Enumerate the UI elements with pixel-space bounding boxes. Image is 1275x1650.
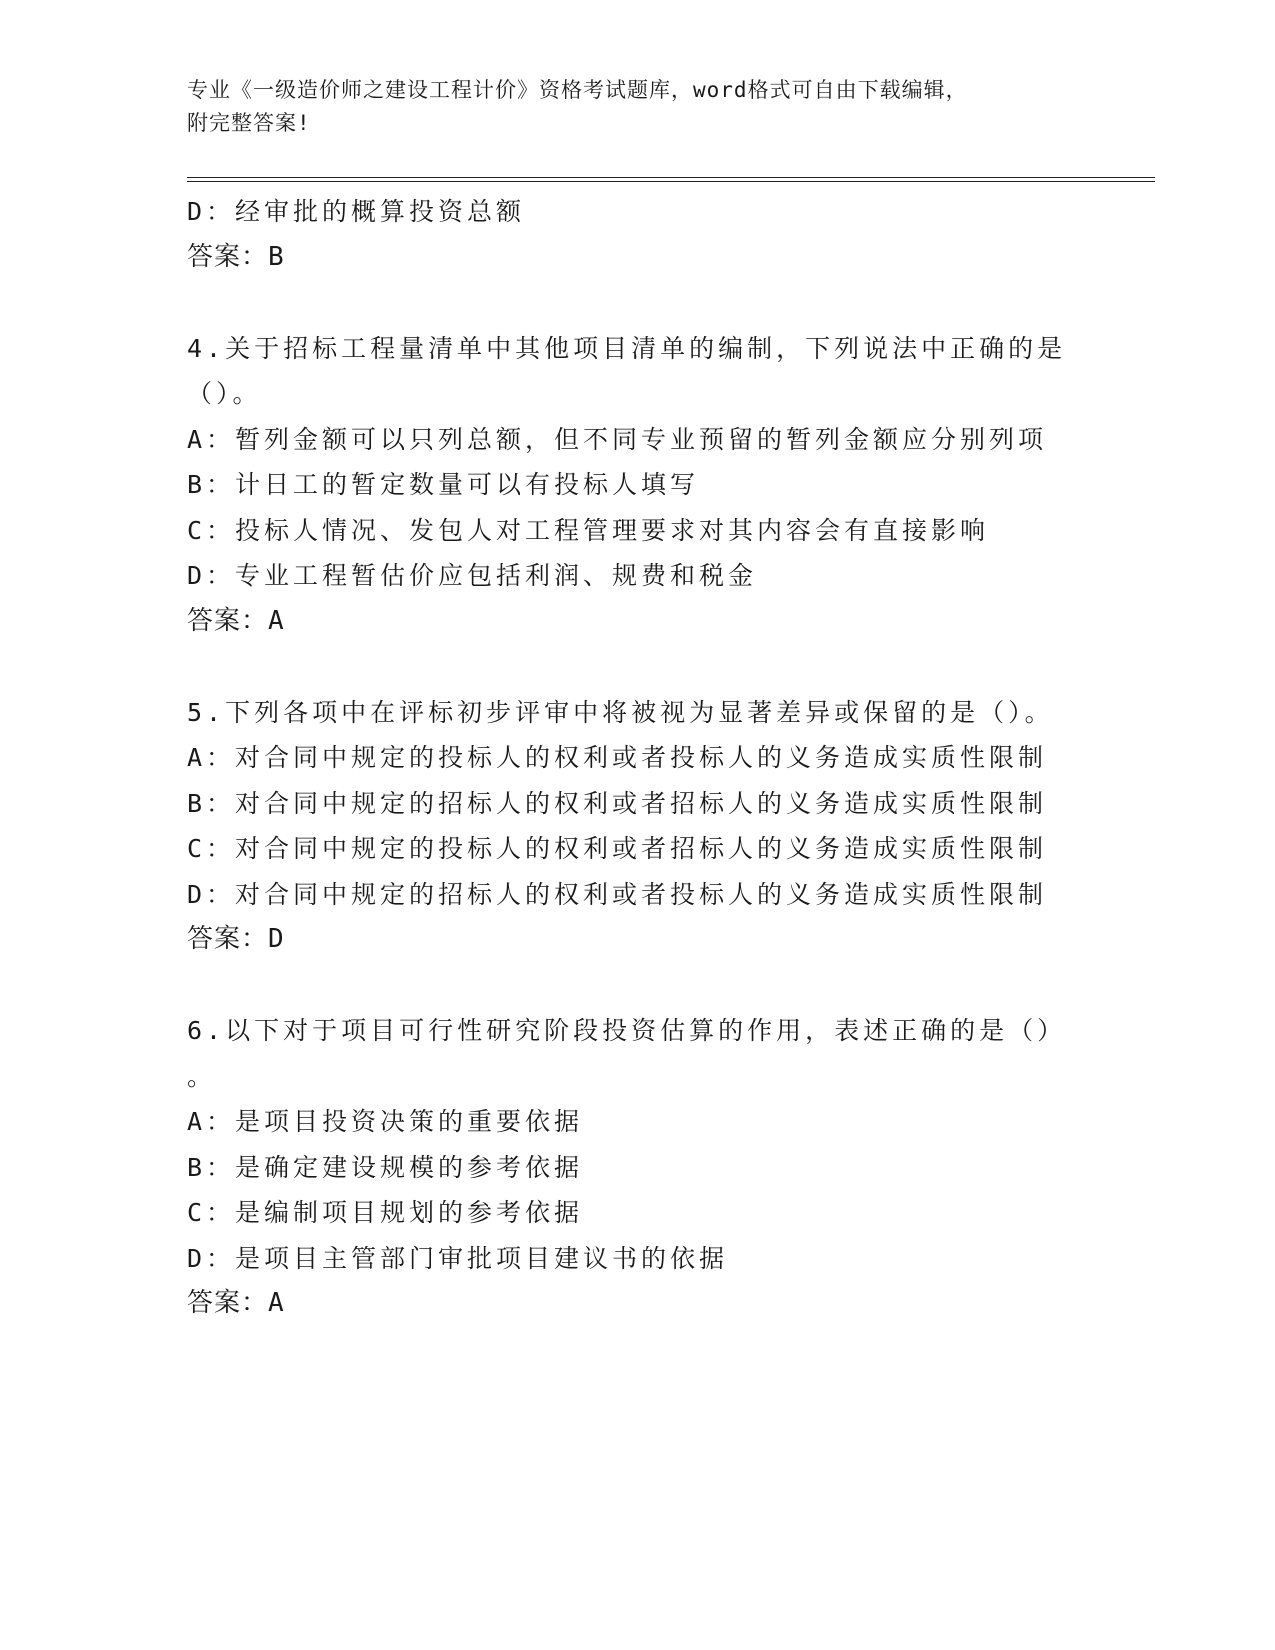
question-3-partial <box>187 189 1087 280</box>
question-stem: 5.下列各项中在评标初步评审中将被视为显著差异或保留的是（）。 <box>187 697 1054 727</box>
option-b: B：是确定建设规模的参考依据 <box>187 1152 584 1182</box>
header-divider-top <box>187 177 1155 178</box>
document-header <box>187 74 1067 140</box>
option-d: D：专业工程暂估价应包括利润、规费和税金 <box>187 561 758 590</box>
question-stem-continued: 。 <box>187 1061 217 1091</box>
answer: 答案：A <box>187 605 285 636</box>
question-5 <box>187 690 1087 963</box>
option-a: A：暂列金额可以只列总额，但不同专业预留的暂列金额应分别列项 <box>187 424 1048 454</box>
question-6 <box>187 1008 1087 1327</box>
option-d: D：是项目主管部门审批项目建议书的依据 <box>187 1243 729 1273</box>
answer: 答案：D <box>187 924 285 954</box>
header-line-2: 附完整答案! <box>187 111 311 135</box>
option-a: A：是项目投资决策的重要依据 <box>187 1107 584 1136</box>
option-a: A：对合同中规定的投标人的权利或者投标人的义务造成实质性限制 <box>187 743 1048 772</box>
option-c: C：投标人情况、发包人对工程管理要求对其内容会有直接影响 <box>187 515 990 545</box>
question-stem-continued: （）。 <box>187 379 262 408</box>
option-d: D：经审批的概算投资总额 <box>187 197 526 226</box>
question-stem: 4.关于招标工程量清单中其他项目清单的编制，下列说法中正确的是 <box>187 333 1067 363</box>
answer: 答案：B <box>187 241 285 272</box>
question-list <box>187 189 1087 1327</box>
option-c: C：对合同中规定的投标人的权利或者招标人的义务造成实质性限制 <box>187 834 1048 863</box>
header-divider-bottom <box>187 181 1155 182</box>
spacer <box>187 644 1087 690</box>
question-stem: 6.以下对于项目可行性研究阶段投资估算的作用，表述正确的是（） <box>187 1016 1067 1045</box>
question-4 <box>187 326 1087 645</box>
option-d: D：对合同中规定的招标人的权利或者投标人的义务造成实质性限制 <box>187 879 1048 909</box>
header-line-1: 专业《一级造价师之建设工程计价》资格考试题库，word格式可自由下载编辑， <box>187 78 968 102</box>
answer: 答案：A <box>187 1288 285 1318</box>
spacer <box>187 280 1087 326</box>
spacer <box>187 963 1087 1009</box>
option-c: C：是编制项目规划的参考依据 <box>187 1198 584 1227</box>
option-b: B：计日工的暂定数量可以有投标人填写 <box>187 470 700 499</box>
option-b: B：对合同中规定的招标人的权利或者招标人的义务造成实质性限制 <box>187 788 1048 818</box>
